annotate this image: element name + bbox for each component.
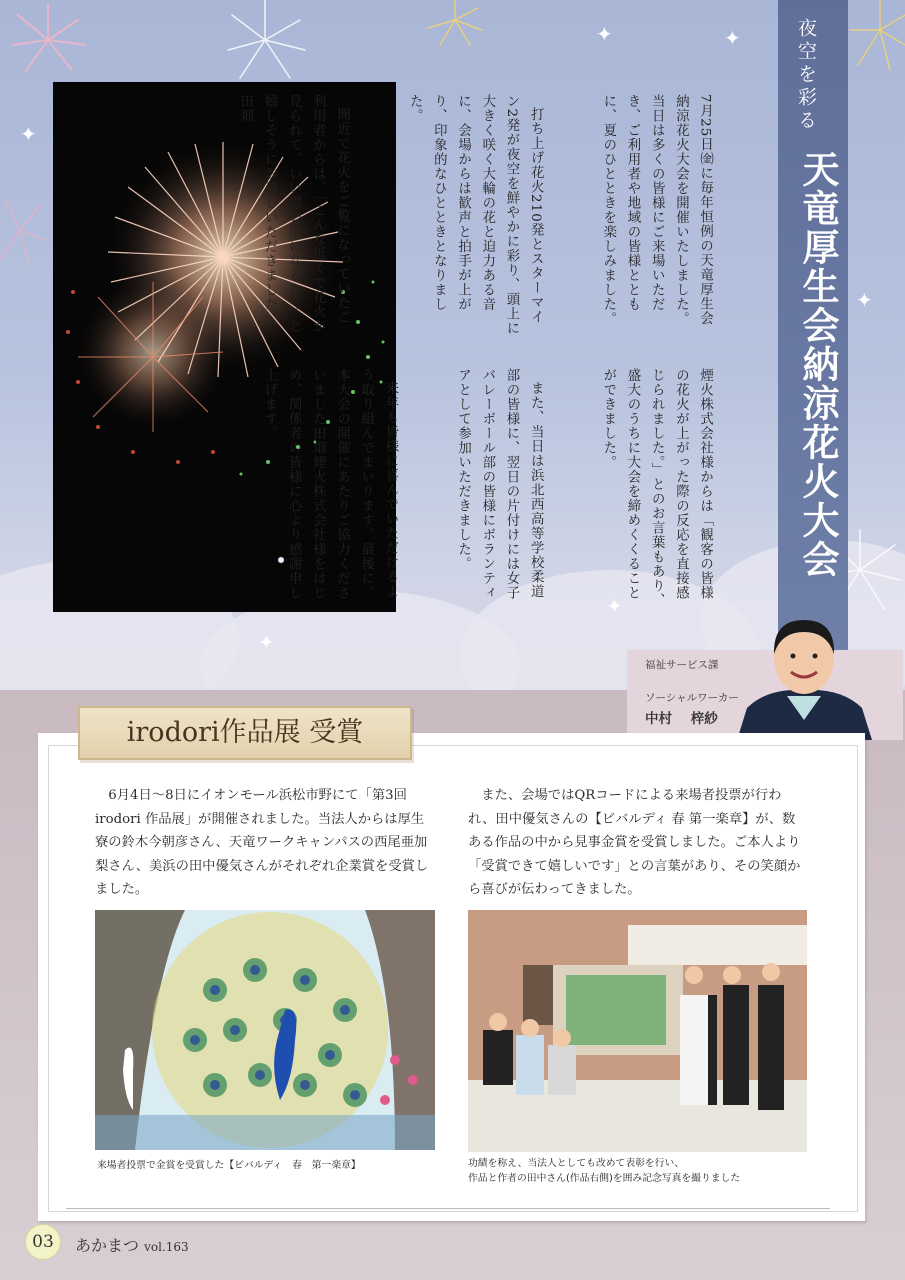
peacock-artwork-photo — [95, 910, 435, 1150]
peacock-painting-icon — [95, 910, 435, 1150]
staff-name: 中村 梓紗 — [645, 711, 718, 727]
article-column-upper — [237, 94, 765, 338]
person-portrait-icon — [737, 608, 872, 740]
page-number: 03 — [25, 1224, 61, 1260]
award-heading-banner — [78, 706, 412, 760]
sparkle-icon: ✦ — [596, 22, 613, 46]
group-photo — [468, 910, 807, 1152]
article-paragraph: また、当日は浜北西高等学校柔道部の皆様に、翌日の片付けには女子バレーボール部の皆様にボランティアとして参加いただきました。 — [455, 368, 544, 600]
staff-role: ソーシャルワーカー — [645, 692, 739, 704]
article-paragraph: 来年も皆様に喜んでいただけるよう取り組んでまいります。最後に、本大会の開催にあたりご協力くださいました田畑煙火株式会社様をはじめ、関係者の皆様に心より感謝申し上げます。 — [261, 368, 398, 600]
sparkle-icon: ✦ — [606, 594, 623, 618]
sparkle-icon: ✦ — [856, 288, 873, 312]
magazine-title: あかまつ — [75, 1236, 140, 1255]
article-paragraph: 打ち上げ花火210発とスターマイン2発が夜空を鮮やかに彩り、頭上に大きく咲く大輪の花と迫力ある音に、会場からは歓声と拍手が上がり、印象的なひとときとなりました。 — [407, 94, 544, 336]
caption-artwork: 来場者投票で金賞を受賞した【ビバルディ 春 第一楽章】 — [97, 1160, 361, 1171]
sparkle-icon: ✦ — [20, 122, 37, 146]
article-column-lower — [261, 368, 765, 612]
staff-department: 福祉サービス課 — [645, 659, 719, 671]
article-title: 天竜厚生会納涼花火大会 — [796, 150, 840, 579]
magazine-volume: vol.163 — [144, 1240, 189, 1254]
group-photo-icon — [468, 910, 807, 1152]
award-paragraph: 6月4日～8日にイオンモール浜松市野にて「第3回irodori 作品展」が開催されました。当法人からは厚生寮の鈴木今朝彦さん、天竜ワークキャンパスの西尾亜加梨さん、美浜の田中優気さんがそれぞれ企業賞を受賞しました。 — [95, 788, 429, 897]
award-heading: irodori作品展 受賞 — [126, 717, 364, 748]
article-paragraph: 間近で花火をご覧になっていたご利用者からは、「こんな近くで花火が見られて、いい思い出になるね。」と嬉しそうにお話しいただきました。田畑 — [237, 94, 350, 334]
sparkle-icon: ✦ — [258, 630, 275, 654]
caption-group-line-2: 作品と作者の田中さん(作品右側)を囲み記念写真を撮りました — [468, 1173, 741, 1184]
award-paragraph: また、会場ではQRコードによる来場者投票が行われ、田中優気さんの【ビバルディ 春 第一楽章】が、数ある作品の中から見事金賞を受賞しました。ご本人より「受賞できて嬉しいです」との言葉があり、その笑顔から喜びが伝わってきました。 — [468, 788, 801, 897]
staff-portrait-photo — [737, 608, 872, 740]
caption-group-line-1: 功績を称え、当法人としても改めて表彰を行い、 — [468, 1158, 685, 1169]
article-paragraph: 7月25日㈮に毎年恒例の天竜厚生会納涼花火大会を開催いたしました。当日は多くの皆様にご来場いただき、ご利用者や地域の皆様とともに、夏のひとときを楽しみました。 — [600, 94, 713, 326]
sparkle-icon: ✦ — [724, 26, 741, 50]
article-paragraph: 煙火株式会社様からは「観客の皆様の花火が上がった際の反応を直接感じられました。」とのお言葉もあり、盛大のうちに大会を締めくくることができました。 — [600, 368, 713, 608]
footer-divider — [66, 1208, 830, 1209]
award-text-left — [95, 784, 437, 902]
article-kicker: 夜空を彩る — [795, 18, 817, 133]
magazine-name — [75, 1233, 189, 1256]
award-text-right — [468, 784, 808, 902]
